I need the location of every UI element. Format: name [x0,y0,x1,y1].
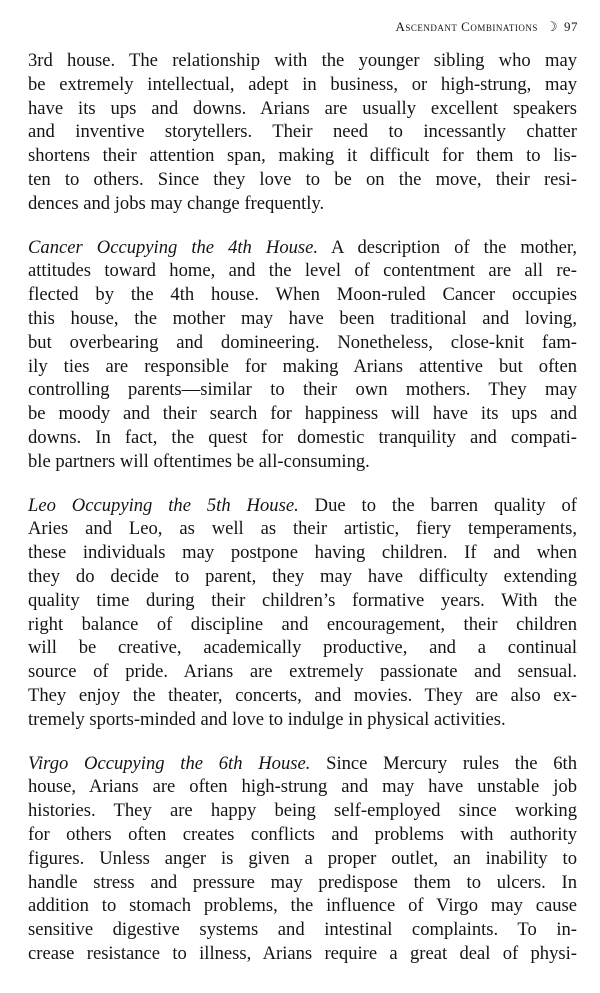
text-run: A description of the mother, [318,236,577,258]
text-line: crease resistance to illness, Arians require a great deal of physi- [28,942,577,964]
text-line: and inventive storytellers. Their need to incessantly chatter [28,121,577,143]
text-line: source of pride. Arians are extremely passionate and sensual. [28,661,577,683]
paragraph-3rd-house [28,49,577,216]
text-line: be moody and their search for happiness will have its ups and [28,403,577,425]
paragraph-heading: Cancer Occupying the 4th House. [28,236,319,258]
text-line: addition to stomach problems, the influence of Virgo may cause [28,895,577,917]
text-line: ble partners will oftentimes be all-consuming. [28,450,370,472]
paragraph-virgo-6th-house [28,752,577,966]
text-line: Aries and Leo, as well as their artistic, fiery temperaments, [28,518,577,540]
text-line: have its ups and downs. Arians are usually excellent speakers [28,97,577,119]
text-line: right balance of discipline and encouragement, their children [28,613,577,635]
page-number: 97 [564,19,578,34]
text-line: sensitive digestive systems and intestinal complaints. To in- [28,919,577,941]
text-line: They enjoy the theater, concerts, and movies. They are also ex- [28,684,577,706]
text-line: ten to others. Since they love to be on the move, their resi- [28,168,577,190]
text-line: be extremely intellectual, adept in business, or high-strung, may [28,73,577,95]
paragraph-leo-5th-house [28,494,577,732]
text-line: quality time during their children’s formative years. With the [28,589,577,611]
text-line: ily ties are responsible for making Arians attentive but often [28,355,577,377]
paragraph-heading: Leo Occupying the 5th House. [28,494,299,516]
text-line: but overbearing and domineering. Nonetheless, close-knit fam- [28,331,577,353]
text-line [28,752,577,776]
text-line: downs. In fact, the quest for domestic tranquility and compati- [28,426,577,448]
text-line: will be creative, academically productive, and a continual [28,637,577,659]
text-line: flected by the 4th house. When Moon-ruled Cancer occupies [28,284,577,306]
paragraph-heading: Virgo Occupying the 6th House. [28,752,311,774]
paragraph-cancer-4th-house [28,236,577,474]
text-line: shortens their attention span, making it difficult for them to lis- [28,145,577,167]
text-run: Since Mercury rules the 6th [310,752,577,774]
text-line [28,494,577,518]
text-line: controlling parents—similar to their own mothers. They may [28,379,577,401]
text-line: tremely sports-minded and love to indulge in physical activities. [28,708,506,730]
text-line: for others often creates conflicts and problems with authority [28,823,577,845]
text-line: figures. Unless anger is given a proper outlet, an inability to [28,847,577,869]
running-head [396,19,578,35]
text-line: 3rd house. The relationship with the younger sibling who may [28,50,577,71]
text-line: histories. They are happy being self-employed since working [28,800,577,822]
text-line: house, Arians are often high-strung and may have unstable job [28,776,577,798]
text-line: this house, the mother may have been traditional and loving, [28,307,577,329]
text-line: these individuals may postpone having children. If and when [28,542,577,564]
text-line: attitudes toward home, and the level of contentment are all re- [28,260,577,282]
text-run: Due to the barren quality of [298,494,577,516]
text-line [28,236,577,260]
running-head-title: Ascendant Combinations [395,19,538,34]
page-body [28,49,577,986]
text-line: they do decide to parent, they may have difficulty extending [28,565,577,587]
moon-icon: ☽ [545,19,558,34]
text-line: handle stress and pressure may predispose them to ulcers. In [28,871,577,893]
text-line: dences and jobs may change frequently. [28,192,325,214]
